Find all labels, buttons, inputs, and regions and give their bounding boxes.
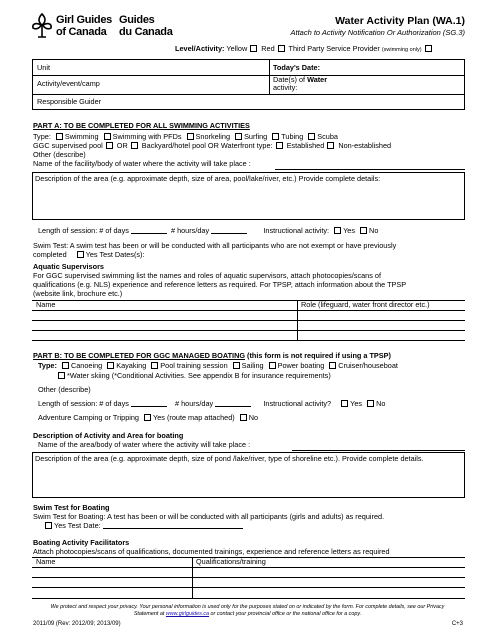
org-name-en-2: of Canada xyxy=(56,26,107,38)
water-skiing-row: *Water skiing (*Conditional Activities. See appendix B for insurance requirements) xyxy=(58,372,331,381)
unit-label: Unit xyxy=(37,63,50,72)
part-a-heading: PART A: TO BE COMPLETED FOR ALL SWIMMING ACTIVITIES xyxy=(33,121,250,130)
activity-event-field[interactable] xyxy=(123,76,263,93)
boating-swim-test-text: Swim Test for Boating: A test has been or will be conducted with all participants (girls and adults) as required. xyxy=(33,512,385,521)
adventure-no-checkbox[interactable] xyxy=(240,414,247,421)
part-b-instructional-yes-checkbox[interactable] xyxy=(341,400,348,407)
privacy-link[interactable]: www.girlguides.ca xyxy=(165,611,210,617)
boating-facilitators-heading: Boating Activity Facilitators xyxy=(33,538,130,547)
activity-event-label: Activity/event/camp xyxy=(37,79,100,88)
aquatic-supervisors-text-1: For GGC supervised swimming list the names and roles of aquatic supervisors, attach photocopies/scans of xyxy=(33,271,381,280)
part-a-hours-field[interactable] xyxy=(211,233,247,234)
part-b-length-row: Length of session: # of days # hours/day Instructional activity? Yes No xyxy=(38,399,386,408)
non-established-checkbox[interactable] xyxy=(327,142,334,149)
boating-area-description-box[interactable] xyxy=(32,452,465,498)
boating-swim-test-date-field[interactable] xyxy=(103,528,243,529)
aquatic-supervisors-heading: Aquatic Supervisors xyxy=(33,262,104,271)
level-yellow-checkbox[interactable] xyxy=(250,45,257,52)
page-code: C+3 xyxy=(451,621,463,627)
level-red-label: Red xyxy=(261,44,275,53)
boating-area-description-label: Description of the area (e.g. approximate depth, size of pond /lake/river, type of shoreline etc.). Provide complete details. xyxy=(35,454,424,463)
part-b-hours-field[interactable] xyxy=(215,406,251,407)
boating-area-name-label: Name of the area/body of water where the activity will take place : xyxy=(38,440,251,449)
level-third-party-note: (swimming only) xyxy=(381,47,422,53)
part-a-type-row: Type: Swimming Swimming with PFDs Snorkeling Surfing Tubing Scuba xyxy=(33,132,338,141)
todays-date-label: Today's Date: xyxy=(273,63,321,72)
facilitators-col-quals: Qualifications/training xyxy=(196,557,266,566)
surfing-checkbox[interactable] xyxy=(235,133,242,140)
org-name-fr-1: Guides xyxy=(119,14,155,26)
pool-training-checkbox[interactable] xyxy=(151,362,158,369)
level-third-party-checkbox[interactable] xyxy=(425,45,432,52)
water-skiing-checkbox[interactable] xyxy=(58,372,65,379)
ggc-pool-checkbox[interactable] xyxy=(106,142,113,149)
boating-description-heading: Description of Activity and Area for boating xyxy=(33,431,184,440)
part-a-instructional-no-checkbox[interactable] xyxy=(360,227,367,234)
boating-area-name-field[interactable] xyxy=(292,450,465,451)
version-text: 2011/09 (Rev: 2012/09; 2013/09) xyxy=(33,621,121,627)
part-a-description-label: Description of the area (e.g. approximate depth, size of area, pool/lake/river, etc.) Provide complete details: xyxy=(35,174,381,183)
part-a-description-box[interactable] xyxy=(32,172,465,220)
boating-swim-test-heading: Swim Test for Boating xyxy=(33,503,110,512)
logo xyxy=(31,12,181,42)
swimming-checkbox[interactable] xyxy=(56,133,63,140)
level-red-checkbox[interactable] xyxy=(278,45,285,52)
page-title: Water Activity Plan (WA.1) xyxy=(335,15,465,27)
part-a-days-field[interactable] xyxy=(131,233,167,234)
org-name-en-1: Girl Guides xyxy=(56,14,112,26)
supervisors-col-role: Role (lifeguard, water front director etc.) xyxy=(301,300,430,309)
part-b-other-label: Other (describe) xyxy=(38,385,91,394)
boating-facilitators-table xyxy=(32,557,465,599)
canoeing-checkbox[interactable] xyxy=(62,362,69,369)
aquatic-supervisors-text-3: (website link, brochure etc.) xyxy=(33,289,123,298)
level-label: Level/Activity: xyxy=(175,44,225,53)
kayaking-checkbox[interactable] xyxy=(107,362,114,369)
facilitators-col-name: Name xyxy=(36,557,56,566)
supervisors-col-name: Name xyxy=(36,300,56,309)
tubing-checkbox[interactable] xyxy=(272,133,279,140)
boating-swim-test-yes-checkbox[interactable] xyxy=(45,522,52,529)
adventure-row: Adventure Camping or Tripping Yes (route map attached) No xyxy=(38,413,259,422)
swim-test-row: completed Yes Test Dates(s): xyxy=(33,250,145,259)
scuba-checkbox[interactable] xyxy=(308,133,315,140)
part-a-length-row: Length of session: # of days # hours/day Instructional activity: Yes No xyxy=(38,226,379,235)
todays-date-field[interactable] xyxy=(333,61,458,74)
privacy-text-2: Statement at www.girlguides.ca or contact your provincial office or the national office for a copy. xyxy=(133,611,362,617)
info-table xyxy=(32,59,465,110)
part-a-facility-field[interactable] xyxy=(275,169,465,170)
boating-facilitators-text: Attach photocopies/scans of qualifications, documented trainings, experience and reference letters as required xyxy=(33,547,390,556)
swim-test-text-1: Swim Test: A swim test has been or will be conducted with all participants who are not exempt or have previously xyxy=(33,241,397,250)
page-subtitle: Attach to Activity Notification Or Authorization (SG.3) xyxy=(290,28,465,37)
privacy-text-1: We protect and respect your privacy. Your personal information is used only for the purposes stated on or indicated by the form. For complete details, see our Privacy xyxy=(50,604,445,610)
part-b-days-field[interactable] xyxy=(131,406,167,407)
trefoil-icon xyxy=(31,13,53,39)
level-yellow-label: Yellow xyxy=(226,44,248,53)
snorkeling-checkbox[interactable] xyxy=(187,133,194,140)
level-third-party-label: Third Party Service Provider xyxy=(288,44,380,53)
cruiser-houseboat-checkbox[interactable] xyxy=(329,362,336,369)
part-a-instructional-yes-checkbox[interactable] xyxy=(334,227,341,234)
water-dates-label: Date(s) of Water activity: xyxy=(273,75,328,93)
responsible-guider-label: Responsible Guider xyxy=(37,97,102,106)
aquatic-supervisors-text-2: qualifications (e.g. NLS) experience and reference letters as required. For TPSP, attach information about the TPSP xyxy=(33,280,407,289)
swimming-pfds-checkbox[interactable] xyxy=(104,133,111,140)
part-b-heading: PART B: TO BE COMPLETED FOR GGC MANAGED BOATING (this form is not required if using a TPSP) xyxy=(33,351,391,360)
water-dates-field[interactable] xyxy=(333,76,458,93)
swim-test-yes-checkbox[interactable] xyxy=(77,251,84,258)
aquatic-supervisors-table xyxy=(32,300,465,341)
part-b-type-row: Type: Canoeing Kayaking Pool training session Sailing Power boating Cruiser/houseboat xyxy=(38,361,398,370)
boating-swim-test-row: Yes Test Date: xyxy=(45,522,243,531)
part-b-instructional-no-checkbox[interactable] xyxy=(367,400,374,407)
part-a-pool-row: GGC supervised pool OR Backyard/hotel pool OR Waterfront type: Established Non-established xyxy=(33,141,392,150)
adventure-yes-checkbox[interactable] xyxy=(144,414,151,421)
level-activity-row xyxy=(175,45,434,54)
responsible-guider-field[interactable] xyxy=(123,95,453,109)
sailing-checkbox[interactable] xyxy=(233,362,240,369)
established-checkbox[interactable] xyxy=(276,142,283,149)
org-name-fr-2: du Canada xyxy=(119,26,173,38)
power-boating-checkbox[interactable] xyxy=(269,362,276,369)
part-a-other-label: Other (describe) xyxy=(33,150,86,159)
backyard-pool-checkbox[interactable] xyxy=(131,142,138,149)
unit-field[interactable] xyxy=(73,61,263,74)
part-a-facility-label: Name of the facility/body of water where the activity will take place : xyxy=(33,159,251,168)
